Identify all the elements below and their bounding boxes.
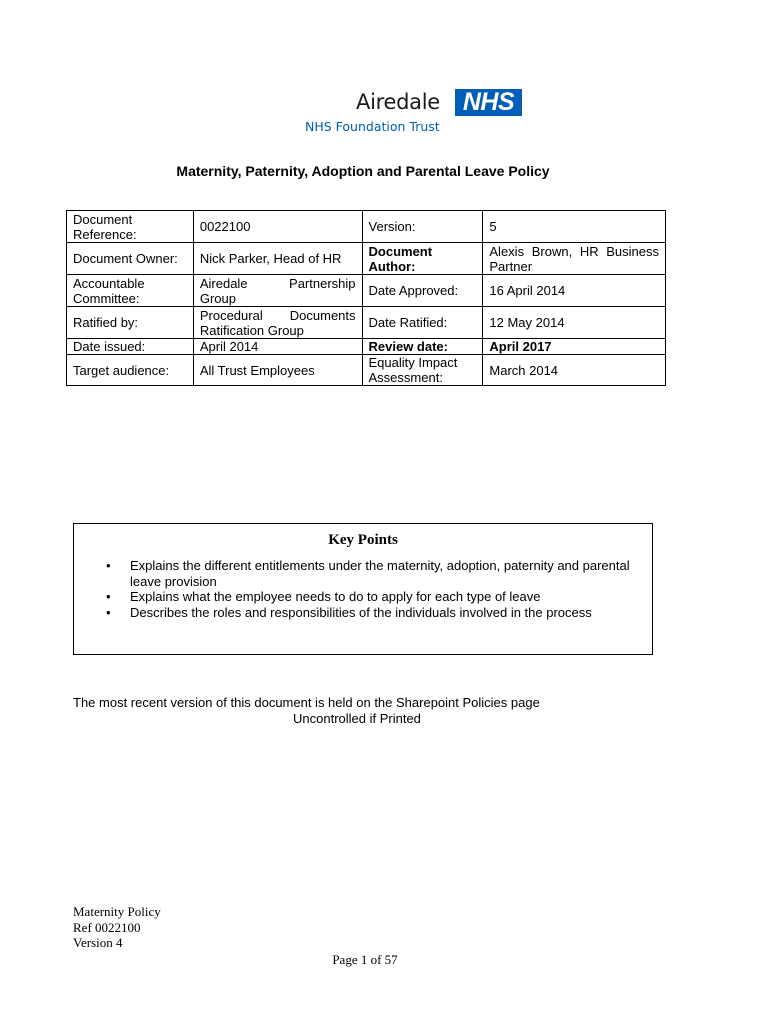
key-point-text: Explains what the employee needs to do to apply for each type of leave: [130, 589, 541, 604]
document-reference-value: 0022100: [193, 211, 362, 243]
key-points-box: [73, 523, 653, 655]
version-value: 5: [483, 211, 666, 243]
ratified-by-label: Ratified by:: [67, 307, 194, 339]
document-author-label: Document Author:: [362, 243, 483, 275]
recent-version-notice: The most recent version of this document is held on the Sharepoint Policies page: [73, 695, 540, 710]
footer-version: Version 4: [73, 935, 123, 950]
list-item: [104, 605, 644, 621]
date-ratified-label: Date Ratified:: [362, 307, 483, 339]
list-item: [104, 589, 644, 605]
date-ratified-value: 12 May 2014: [483, 307, 666, 339]
bullet-icon: •: [106, 604, 111, 620]
logo-name: Airedale: [356, 90, 440, 114]
date-approved-label: Date Approved:: [362, 275, 483, 307]
table-row: [67, 307, 666, 339]
nhs-badge: NHS: [455, 89, 522, 116]
bullet-icon: •: [106, 558, 111, 573]
key-point-text: Describes the roles and responsibilities of the individuals involved in the process: [130, 604, 592, 620]
date-approved-value: 16 April 2014: [483, 275, 666, 307]
version-label: Version:: [362, 211, 483, 243]
document-metadata-table: [66, 210, 666, 386]
bullet-icon: •: [106, 589, 111, 604]
equality-impact-label: Equality Impact Assessment:: [362, 355, 483, 386]
table-row: [67, 211, 666, 243]
uncontrolled-notice: Uncontrolled if Printed: [293, 711, 421, 726]
document-title: Maternity, Paternity, Adoption and Parental Leave Policy: [176, 163, 550, 179]
key-points-title: Key Points: [328, 532, 398, 548]
page-number: Page 1 of 57: [332, 952, 398, 967]
date-issued-label: Date issued:: [67, 339, 194, 355]
table-row: [67, 275, 666, 307]
review-date-value: April 2017: [483, 339, 666, 355]
key-points-list: [104, 558, 644, 620]
target-audience-label: Target audience:: [67, 355, 194, 386]
table-row: [67, 339, 666, 355]
document-owner-label: Document Owner:: [67, 243, 194, 275]
review-date-label: Review date:: [362, 339, 483, 355]
table-row: [67, 355, 666, 386]
table-row: [67, 243, 666, 275]
document-author-value: Alexis Brown, HR Business Partner: [483, 243, 666, 275]
date-issued-value: April 2014: [193, 339, 362, 355]
trust-logo: [300, 88, 530, 138]
list-item: [104, 558, 644, 589]
document-reference-label: Document Reference:: [67, 211, 194, 243]
footer-policy-name: Maternity Policy: [73, 904, 161, 919]
key-point-text: Explains the different entitlements under the maternity, adoption, paternity and parental leave provision: [130, 558, 630, 589]
logo-subtitle: NHS Foundation Trust: [305, 119, 440, 134]
ratified-by-value: Procedural Documents Ratification Group: [193, 307, 362, 339]
target-audience-value: All Trust Employees: [193, 355, 362, 386]
footer-reference: Ref 0022100: [73, 919, 141, 935]
accountable-committee-label: Accountable Committee:: [67, 275, 194, 307]
equality-impact-value: March 2014: [483, 355, 666, 386]
accountable-committee-value: Airedale Partnership Group: [193, 275, 362, 307]
document-owner-value: Nick Parker, Head of HR: [193, 243, 362, 275]
footer-block: [73, 904, 161, 951]
